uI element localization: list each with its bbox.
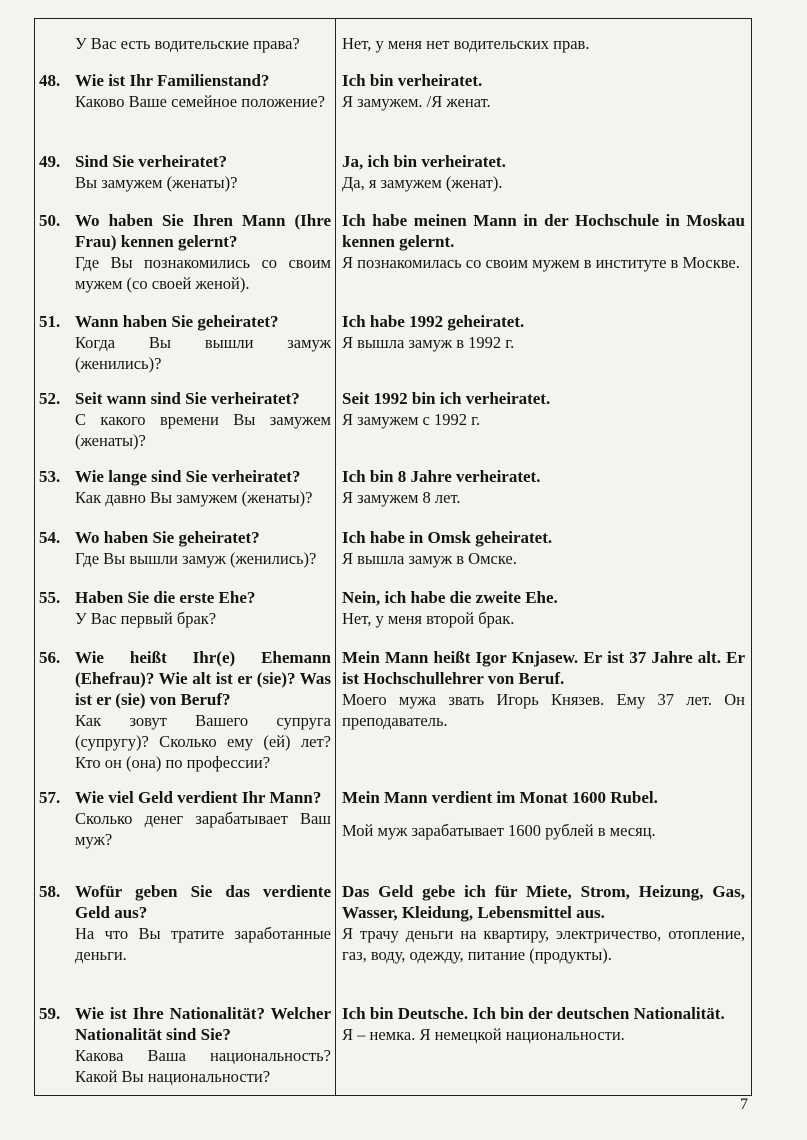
answer-ru: Я познакомилась со своим мужем в институте в Москве. [342,253,740,272]
answer-cell [342,787,745,841]
question-cell [39,151,331,193]
answer-de: Ja, ich bin verheiratet. [342,152,506,171]
item-number: 51. [39,312,61,331]
question-ru: У Вас первый брак? [75,609,217,628]
question-de: Wofür geben Sie das verdiente Geld aus? [75,882,331,922]
question-cell [39,210,331,294]
item-number: 58. [39,882,61,901]
question-cell [39,388,331,451]
item-number: 57. [39,788,61,807]
question-de: Wie heißt Ihr(e) Ehemann (Ehefrau)? Wie alt ist er (sie)? Was ist er (sie) von Beruf? [75,648,331,709]
answer-cell [342,151,745,193]
answer-de: Mein Mann verdient im Monat 1600 Rubel. [342,788,658,807]
answer-ru: Да, я замужем (женат). [342,173,503,192]
question-cell [39,587,331,629]
item-number: 56. [39,648,61,667]
question-cell [39,466,331,508]
answer-cell [342,466,745,508]
item-number: 49. [39,152,61,171]
question-cell [39,70,331,112]
question-cell [39,881,331,965]
answer-ru: Нет, у меня нет водительских прав. [342,34,590,53]
question-cell [39,33,331,54]
page-number: 7 [740,1096,748,1113]
answer-cell [342,70,745,112]
answer-ru: Моего мужа звать Игорь Князев. Ему 37 лет. Он преподаватель. [342,690,745,730]
question-ru: Какова Ваша национальность? Какой Вы национальности? [75,1046,331,1086]
answer-ru: Я замужем. /Я женат. [342,92,491,111]
answer-ru: Я трачу деньги на квартиру, электричество, отопление, газ, воду, одежду, питание (продукты). [342,924,745,964]
question-de: Wie viel Geld verdient Ihr Mann? [75,788,322,807]
question-cell [39,1003,331,1087]
question-ru: С какого времени Вы замужем (женаты)? [75,410,331,450]
answer-de: Ich bin 8 Jahre verheiratet. [342,467,541,486]
question-ru: У Вас есть водительские права? [75,34,300,53]
question-de: Wo haben Sie Ihren Mann (Ihre Frau) kennen gelernt? [75,211,331,251]
question-ru: Сколько денег зарабатывает Ваш муж? [75,809,331,849]
item-number: 52. [39,389,61,408]
item-number: 59. [39,1004,61,1023]
answer-cell [342,527,745,569]
answer-de: Ich habe in Omsk geheiratet. [342,528,553,547]
answer-cell [342,388,745,430]
question-de: Sind Sie verheiratet? [75,152,228,171]
question-de: Seit wann sind Sie verheiratet? [75,389,300,408]
question-de: Haben Sie die erste Ehe? [75,588,256,607]
answer-cell [342,210,745,273]
answer-de: Mein Mann heißt Igor Knjasew. Er ist 37 Jahre alt. Er ist Hochschullehrer von Beruf. [342,648,745,688]
answer-de: Ich bin Deutsche. Ich bin der deutschen Nationalität. [342,1004,725,1023]
column-divider [335,19,336,1095]
item-number: 54. [39,528,61,547]
answer-de: Das Geld gebe ich für Miete, Strom, Heizung, Gas, Wasser, Kleidung, Lebensmittel aus. [342,882,745,922]
item-number: 48. [39,71,61,90]
item-number: 53. [39,467,61,486]
question-de: Wie ist Ihre Nationalität? Welcher Nationalität sind Sie? [75,1004,331,1044]
answer-ru: Мой муж зарабатывает 1600 рублей в месяц. [342,821,656,840]
item-number: 55. [39,588,61,607]
answer-ru: Я вышла замуж в Омске. [342,549,517,568]
answer-ru: Нет, у меня второй брак. [342,609,515,628]
question-ru: Как зовут Вашего супруга (супругу)? Сколько ему (ей) лет? Кто он (она) по профессии? [75,711,331,772]
answer-cell [342,33,745,54]
question-ru: Как давно Вы замужем (женаты)? [75,488,313,507]
answer-cell [342,587,745,629]
question-de: Wo haben Sie geheiratet? [75,528,260,547]
question-de: Wie lange sind Sie verheiratet? [75,467,301,486]
answer-ru: Я замужем 8 лет. [342,488,461,507]
answer-cell [342,1003,745,1045]
question-ru: Вы замужем (женаты)? [75,173,238,192]
answer-de: Nein, ich habe die zweite Ehe. [342,588,558,607]
item-number: 50. [39,211,61,230]
question-cell [39,787,331,850]
question-de: Wie ist Ihr Familienstand? [75,71,270,90]
phrasebook-table [34,18,752,1096]
question-ru: Каково Ваше семейное положение? [75,92,325,111]
question-cell [39,647,331,773]
answer-cell [342,647,745,731]
question-de: Wann haben Sie geheiratet? [75,312,279,331]
question-cell [39,311,331,374]
answer-de: Ich habe 1992 geheiratet. [342,312,525,331]
answer-cell [342,311,745,353]
answer-ru: Я замужем с 1992 г. [342,410,481,429]
question-cell [39,527,331,569]
question-ru: Где Вы вышли замуж (женились)? [75,549,317,568]
answer-de: Ich habe meinen Mann in der Hochschule in Moskau kennen gelernt. [342,211,745,251]
question-ru: Где Вы познакомились со своим мужем (со своей женой). [75,253,331,293]
question-ru: На что Вы тратите заработанные деньги. [75,924,331,964]
answer-cell [342,881,745,965]
question-ru: Когда Вы вышли замуж (женились)? [75,333,331,373]
answer-ru: Я – немка. Я немецкой национальности. [342,1025,625,1044]
answer-ru: Я вышла замуж в 1992 г. [342,333,515,352]
answer-de: Seit 1992 bin ich verheiratet. [342,389,551,408]
answer-de: Ich bin verheiratet. [342,71,483,90]
